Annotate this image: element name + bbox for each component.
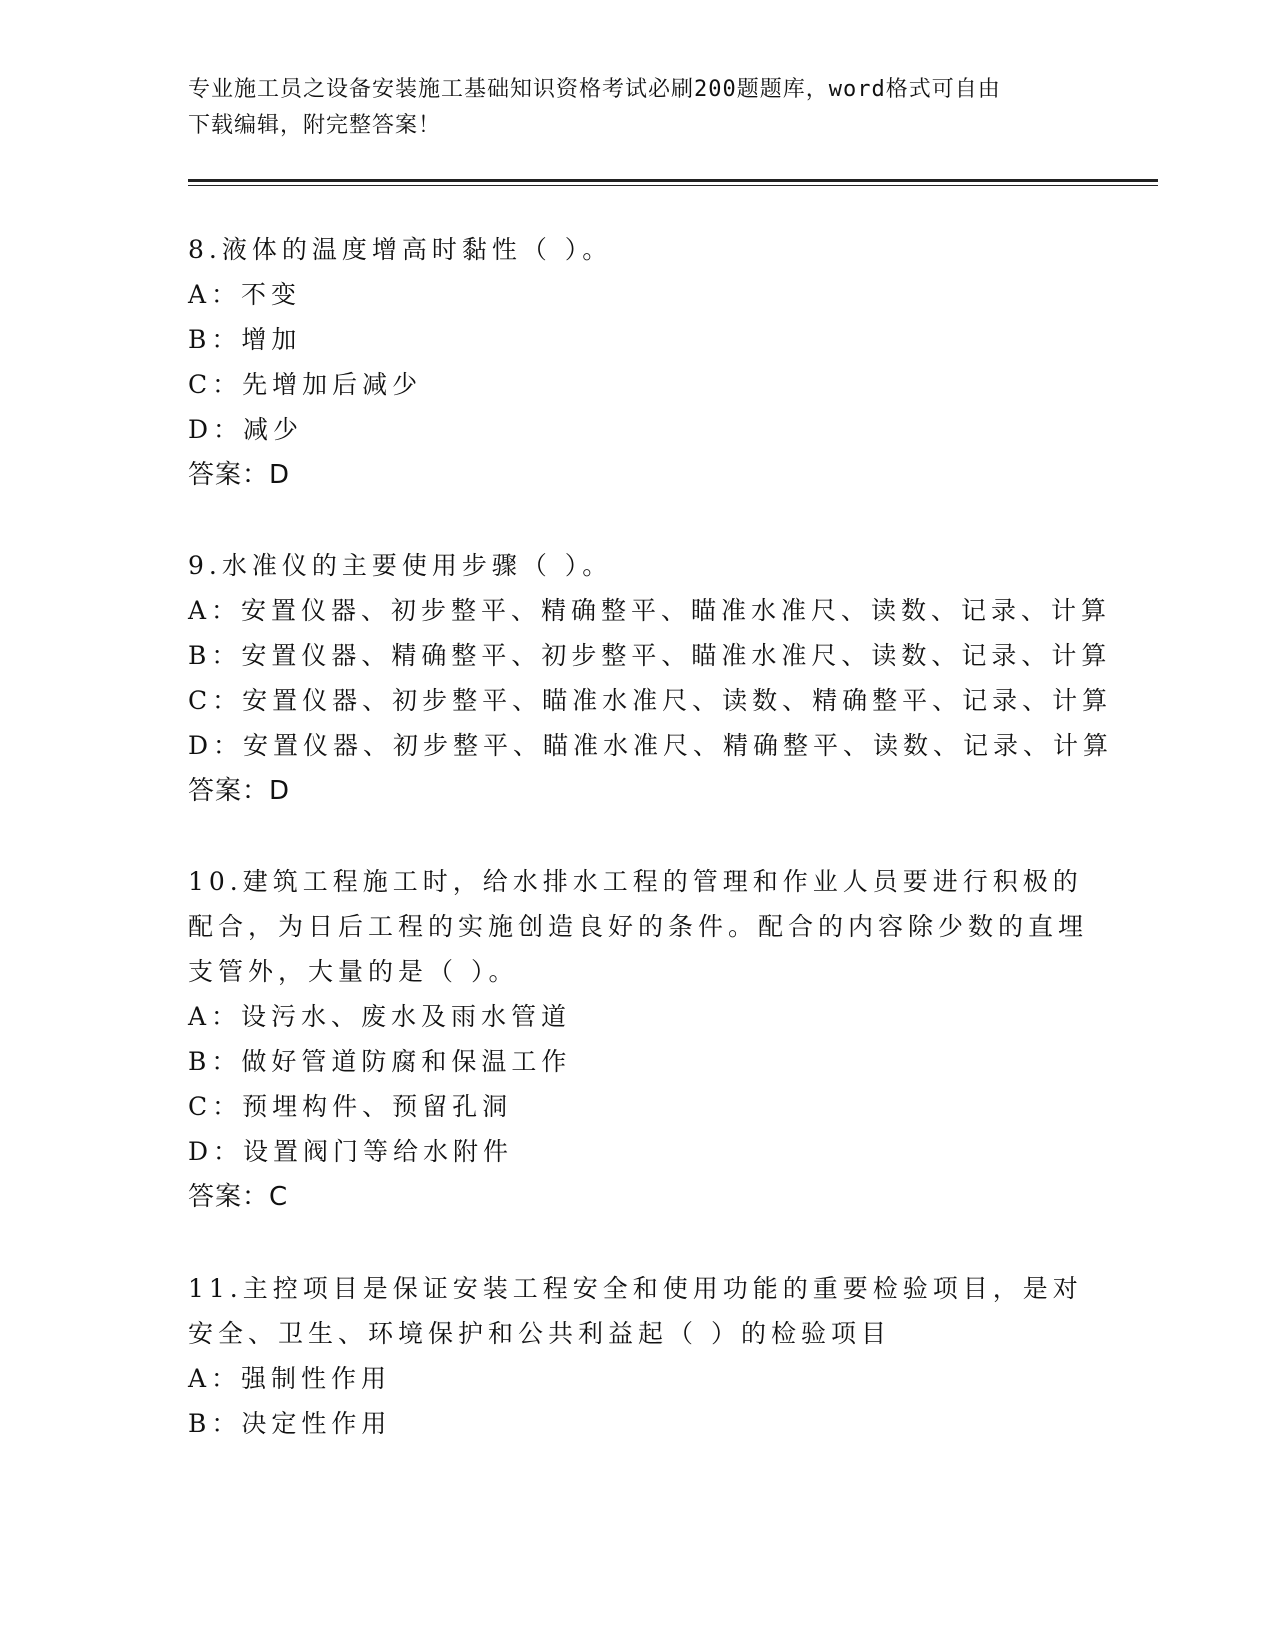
option-b: B：增加 bbox=[188, 325, 302, 354]
option-b: B：安置仪器、精确整平、初步整平、瞄准水准尺、读数、记录、计算 bbox=[188, 641, 1112, 670]
option-a: A：强制性作用 bbox=[188, 1364, 392, 1393]
answer: 答案：D bbox=[188, 776, 291, 806]
option-a: A：设污水、废水及雨水管道 bbox=[188, 1002, 572, 1031]
option-c: C：预埋构件、预留孔洞 bbox=[188, 1092, 513, 1121]
option-d: D：设置阀门等给水附件 bbox=[188, 1137, 514, 1166]
question-10 bbox=[188, 859, 1088, 1220]
option-a: A：安置仪器、初步整平、精确整平、瞄准水准尺、读数、记录、计算 bbox=[188, 596, 1112, 625]
option-d: D：减少 bbox=[188, 415, 304, 444]
document-header bbox=[188, 72, 1068, 144]
question-stem: 11.主控项目是保证安装工程安全和使用功能的重要检验项目，是对安全、卫生、环境保护和公共利益起（ ）的检验项目 bbox=[188, 1274, 1083, 1348]
option-c: C：安置仪器、初步整平、瞄准水准尺、读数、精确整平、记录、计算 bbox=[188, 686, 1113, 715]
question-stem: 9.水准仪的主要使用步骤（ ）。 bbox=[188, 551, 613, 580]
option-b: B：做好管道防腐和保温工作 bbox=[188, 1047, 572, 1076]
question-stem: 10.建筑工程施工时，给水排水工程的管理和作业人员要进行积极的配合，为日后工程的实施创造良好的条件。配合的内容除少数的直埋支管外，大量的是（ ）。 bbox=[188, 867, 1089, 986]
option-a: A：不变 bbox=[188, 280, 302, 309]
question-11 bbox=[188, 1266, 1088, 1446]
answer: 答案：C bbox=[188, 1182, 289, 1212]
question-9 bbox=[188, 543, 1114, 814]
question-stem: 8.液体的温度增高时黏性（ ）。 bbox=[188, 235, 613, 264]
option-b: B：决定性作用 bbox=[188, 1409, 392, 1438]
header-line-1: 专业施工员之设备安装施工基础知识资格考试必刷200题题库，word格式可自由 bbox=[188, 77, 1001, 102]
option-d: D：安置仪器、初步整平、瞄准水准尺、精确整平、读数、记录、计算 bbox=[188, 731, 1114, 760]
answer: 答案：D bbox=[188, 460, 291, 490]
header-rule-thin bbox=[188, 185, 1158, 186]
header-rule-thick bbox=[188, 179, 1158, 182]
header-line-2: 下载编辑，附完整答案！ bbox=[188, 113, 442, 138]
option-c: C：先增加后减少 bbox=[188, 370, 423, 399]
question-8 bbox=[188, 227, 1088, 498]
